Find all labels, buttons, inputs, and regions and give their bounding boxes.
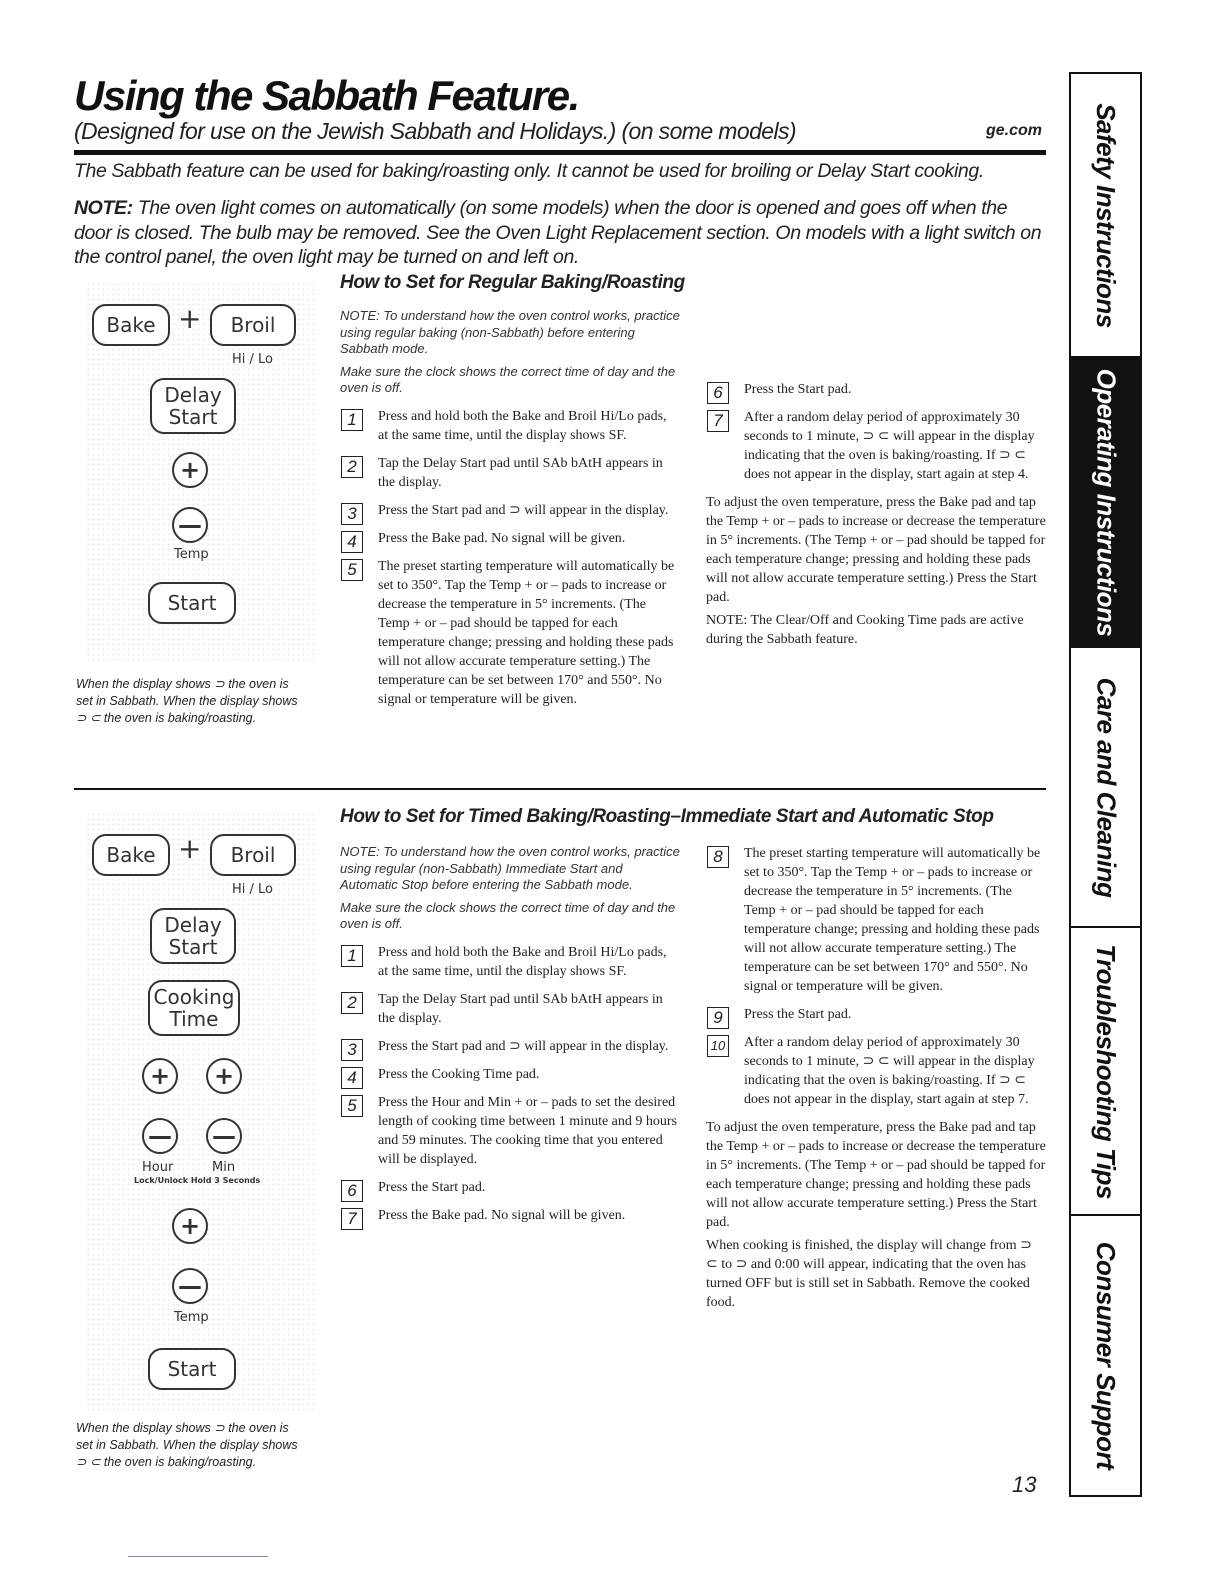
section2-column-left (340, 844, 680, 1234)
intro-text: The Sabbath feature can be used for baking/roasting only. It cannot be used for broiling or Delay Start cooking. (74, 160, 984, 182)
tab-label: Troubleshooting Tips (1091, 943, 1121, 1199)
illustration-caption-1: When the display shows ⊃ the oven is set in Sabbath. When the display shows ⊃ ⊂ the oven is baking/roasting. (76, 677, 298, 725)
section2-note1: NOTE: To understand how the oven control works, practice using regular (non-Sabbath) Immediate Start and Automatic Stop before entering the Sabbath mode. (340, 844, 680, 892)
step-text: Press the Start pad. (744, 382, 852, 397)
step-4 (340, 1065, 680, 1087)
step-number: 2 (341, 456, 363, 478)
tab-label: Consumer Support (1091, 1241, 1122, 1470)
step-text: Press and hold both the Bake and Broil Hi/Lo pads, at the same time, until the display shows SF. (378, 944, 667, 979)
illustration-caption-2: When the display shows ⊃ the oven is set in Sabbath. When the display shows ⊃ ⊂ the oven is baking/roasting. (76, 1421, 298, 1469)
note-paragraph (74, 196, 1046, 270)
step-2 (340, 990, 680, 1028)
step-number: 5 (341, 1095, 363, 1117)
step-5 (340, 557, 680, 709)
delay-start-key (150, 908, 236, 964)
min-plus-key: + (206, 1058, 242, 1094)
step-5 (340, 1093, 680, 1169)
step-number: 6 (341, 1180, 363, 1202)
section1-column-left (340, 308, 680, 718)
step-1 (340, 407, 680, 445)
tab-safety-instructions[interactable] (1071, 74, 1140, 358)
step-number: 1 (341, 945, 363, 967)
step-number: 3 (341, 1039, 363, 1061)
step-number: 3 (341, 503, 363, 525)
tab-label: Care and Cleaning (1091, 677, 1121, 897)
step-2 (340, 454, 680, 492)
cooking-label: Cooking (153, 985, 235, 1009)
lock-unlock-label: Lock/Unlock Hold 3 Seconds (134, 1176, 261, 1185)
step-text: Tap the Delay Start pad until SAb bAtH appears in the display. (378, 455, 663, 490)
control-panel-illustration-1 (86, 282, 316, 662)
step-10 (706, 1033, 1046, 1109)
broil-key: Broil (210, 834, 296, 876)
step-text: Tap the Delay Start pad until SAb bAtH appears in the display. (378, 991, 663, 1026)
step-text: The preset starting temperature will automatically be set to 350°. Tap the Temp + or – pads to increase or decrease the temperature in 5° increments. (The Temp + or – pad should be tapped for each temperature change; pressing and holding these pads will not allow accurate temperature setting.) The temperature can be set between 170° and 550°. No signal or temperature will be given. (744, 846, 1041, 994)
step-number: 4 (341, 1067, 363, 1089)
min-label: Min (212, 1160, 236, 1175)
temp-label: Temp (174, 547, 209, 562)
start-label: Start (168, 405, 218, 429)
step-number: 8 (707, 846, 729, 868)
page-title: Using the Sabbath Feature. (74, 72, 579, 119)
section2-note2: Make sure the clock shows the correct time of day and the oven is off. (340, 899, 676, 931)
start-label: Start (168, 935, 218, 959)
step-6 (706, 380, 1046, 402)
step-text: Press the Start pad and ⊃ will appear in the display. (378, 1038, 669, 1054)
step-1 (340, 943, 680, 981)
section2-column-right (706, 844, 1046, 1316)
section1-note3: NOTE: The Clear/Off and Cooking Time pads are active during the Sabbath feature. (706, 613, 1024, 647)
temp-plus-key: + (172, 1208, 208, 1244)
step-4 (340, 529, 680, 551)
step-number: 4 (341, 531, 363, 553)
step-7 (706, 408, 1046, 484)
page-number: 13 (1012, 1472, 1037, 1497)
step-text: Press the Start pad. (378, 1179, 486, 1195)
temp-plus-key: + (172, 452, 208, 488)
hour-minus-key: — (142, 1118, 178, 1154)
start-key: Start (148, 1348, 236, 1390)
cooking-time-key (148, 980, 240, 1036)
step-text: Press the Bake pad. No signal will be given. (378, 1207, 626, 1223)
step-3 (340, 501, 680, 523)
note-text: The oven light comes on automatically (on some models) when the door is opened and goes off when the door is closed. The bulb may be removed. See the Oven Light Replacement section. On models with a light switch on the control panel, the oven light may be turned on and left on. (74, 197, 1042, 268)
plus-sign: + (178, 302, 202, 335)
section-sidebar (1069, 72, 1142, 1497)
step-number: 2 (341, 992, 363, 1014)
page-subtitle: (Designed for use on the Jewish Sabbath and Holidays.) (on some models) (74, 118, 796, 144)
step-number: 9 (707, 1007, 729, 1029)
step-number: 10 (707, 1035, 729, 1057)
temp-minus-key: — (172, 507, 208, 543)
adjust-paragraph: To adjust the oven temperature, press the Bake pad and tap the Temp + or – pads to increase or decrease the temperature in 5° increments. (The Temp + or – pad should be tapped for each temperature change; pressing and holding these pads will not allow accurate temperature setting.) Press the Start pad. (706, 495, 1046, 605)
step-text: Press and hold both the Bake and Broil Hi/Lo pads, at the same time, until the display shows SF. (378, 408, 667, 443)
step-7 (340, 1206, 680, 1228)
step-8 (706, 844, 1046, 996)
tab-care-and-cleaning[interactable] (1071, 648, 1140, 928)
adjust-paragraph: To adjust the oven temperature, press the Bake pad and tap the Temp + or – pads to increase or decrease the temperature in 5° increments. (The Temp + or – pad should be tapped for each temperature change; pressing and holding these pads will not allow accurate temperature setting.) Press the Start pad. (706, 1120, 1046, 1230)
section-divider (74, 788, 1046, 790)
step-3 (340, 1037, 680, 1059)
tab-troubleshooting-tips[interactable] (1071, 928, 1140, 1216)
finish-paragraph: When cooking is finished, the display will change from ⊃ ⊂ to ⊃ and 0:00 will appear, indicating that the oven has turned OFF but is still set in Sabbath. Remove the cooked food. (706, 1238, 1032, 1310)
step-number: 7 (341, 1208, 363, 1230)
step-text: Press the Start pad. (744, 1007, 852, 1022)
site-link[interactable]: ge.com (986, 122, 1043, 139)
tab-label: Safety Instructions (1091, 102, 1121, 328)
step-number: 1 (341, 409, 363, 431)
bake-key: Bake (92, 834, 170, 876)
tab-label: Operating Instructions (1091, 368, 1121, 636)
min-minus-key: — (206, 1118, 242, 1154)
section1-note1: NOTE: To understand how the oven control works, practice using regular baking (non-Sabbath) before entering Sabbath mode. (340, 308, 680, 356)
broil-key: Broil (210, 304, 296, 346)
plus-sign: + (178, 832, 202, 865)
note-label: NOTE: (74, 197, 133, 219)
footer-line (128, 1556, 268, 1557)
header-rule (74, 150, 1046, 155)
hilo-label: Hi / Lo (232, 352, 273, 367)
temp-label: Temp (174, 1310, 209, 1325)
step-6 (340, 1178, 680, 1200)
tab-consumer-support[interactable] (1071, 1216, 1140, 1495)
step-9 (706, 1005, 1046, 1027)
hilo-label: Hi / Lo (232, 882, 273, 897)
step-text: Press the Hour and Min + or – pads to set the desired length of cooking time between 1 minute and 9 hours and 59 minutes. The cooking time that you entered will be displayed. (378, 1094, 677, 1167)
step-text: Press the Start pad and ⊃ will appear in the display. (378, 502, 669, 518)
section1-heading: How to Set for Regular Baking/Roasting (340, 272, 685, 293)
step-number: 7 (707, 410, 729, 432)
step-text: Press the Cooking Time pad. (378, 1066, 540, 1082)
hour-plus-key: + (142, 1058, 178, 1094)
section1-column-right (706, 380, 1046, 653)
tab-operating-instructions[interactable] (1071, 358, 1140, 648)
step-text: The preset starting temperature will automatically be set to 350°. Tap the Temp + or – pads to increase or decrease the temperature in 5° increments. (The Temp + or – pad should be tapped for each temperature change; pressing and holding these pads will not allow accurate temperature setting.) The temperature can be set between 170° and 550°. No signal or temperature will be given. (378, 558, 675, 707)
step-text: After a random delay period of approximately 30 seconds to 1 minute, ⊃ ⊂ will appear in the display indicating that the oven is baking/roasting. If ⊃ ⊂ does not appear in the display, start again at step 4. (744, 410, 1035, 482)
delay-label: Delay (164, 913, 222, 937)
step-number: 5 (341, 559, 363, 581)
delay-start-key (150, 378, 236, 434)
step-text: After a random delay period of approximately 30 seconds to 1 minute, ⊃ ⊂ will appear in the display indicating that the oven is baking/roasting. If ⊃ ⊂ does not appear in the display, start again at step 7. (744, 1035, 1035, 1107)
step-text: Press the Bake pad. No signal will be given. (378, 530, 626, 546)
step-number: 6 (707, 382, 729, 404)
bake-key: Bake (92, 304, 170, 346)
temp-minus-key: — (172, 1268, 208, 1304)
hour-label: Hour (142, 1160, 174, 1175)
section1-note2: Make sure the clock shows the correct time of day and the oven is off. (340, 363, 676, 395)
start-key: Start (148, 582, 236, 624)
delay-label: Delay (164, 383, 222, 407)
time-label: Time (169, 1007, 219, 1031)
control-panel-illustration-2 (86, 812, 316, 1412)
section2-heading: How to Set for Timed Baking/Roasting–Immediate Start and Automatic Stop (340, 806, 994, 827)
